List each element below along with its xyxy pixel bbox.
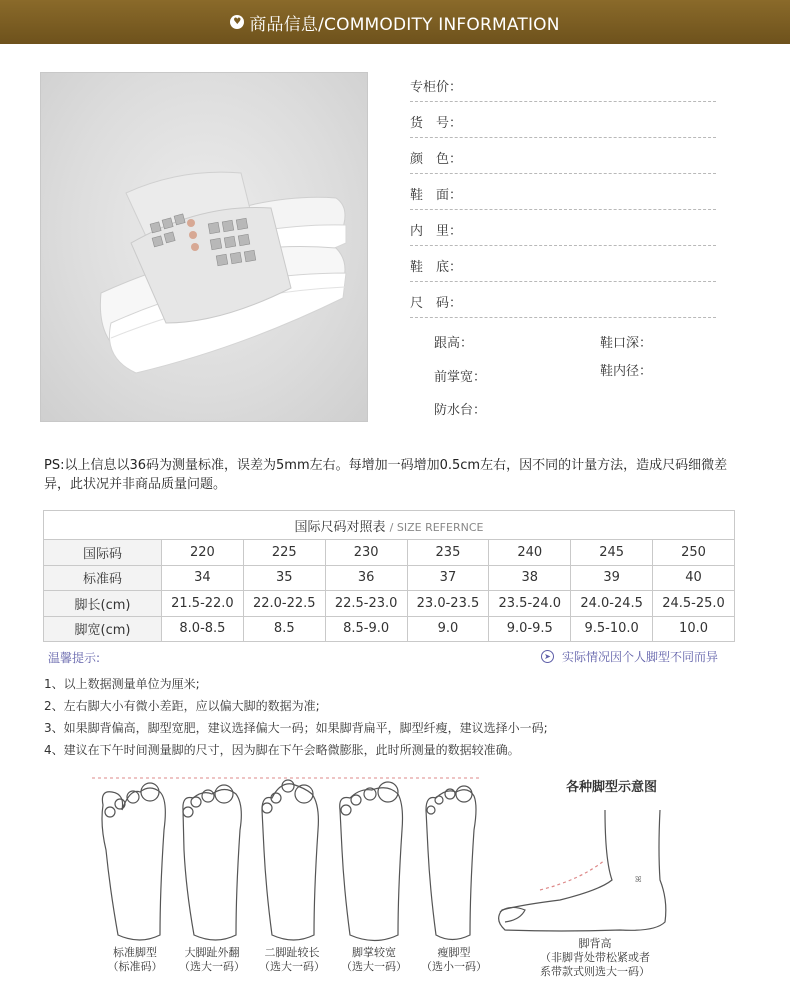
list-item: 2、左右脚大小有微小差距，应以偏大脚的数据为准; bbox=[44, 699, 320, 713]
opening-depth-label: 鞋口深： bbox=[600, 336, 653, 351]
info-row-sku: 货 号： bbox=[410, 102, 716, 138]
size-table-caption: 国际尺码对照表 / SIZE REFERNCE bbox=[44, 511, 735, 540]
ps-note: PS:以上信息以36码为测量标准，误差为5mm左右。每增加一码增加0.5cm左右，因不同的计量方法，造成尺码细微差异，此状况并非商品质量问题。 bbox=[44, 458, 728, 492]
arrow-right-icon: ➤ bbox=[541, 650, 554, 663]
tips-title: 温馨提示: bbox=[48, 651, 101, 665]
info-row-size: 尺 码： bbox=[410, 282, 716, 318]
size-table bbox=[43, 510, 735, 642]
list-item: 4、建议在下午时间测量脚的尺寸，因为脚在下午会略微膨胀，此时所测量的数据较准确。 bbox=[44, 743, 520, 757]
table-row: 脚长(cm) 21.5-22.0 22.0-22.5 22.5-23.0 23.0-23.5 23.5-24.0 24.0-24.5 24.5-25.0 bbox=[44, 591, 735, 617]
tips-list bbox=[44, 673, 548, 761]
foot-label-wide: 脚掌较宽 （选大一码） bbox=[341, 946, 407, 973]
info-row-lining: 内 里： bbox=[410, 210, 716, 246]
high-instep-label: 脚背高 （非脚背处带松紧或者 系带款式则选大一码） bbox=[540, 937, 650, 978]
table-row: 国际码 220 225 230 235 240 245 250 bbox=[44, 540, 735, 566]
tips-note: ➤ 实际情况因个人脚型不同而异 bbox=[541, 648, 718, 665]
info-row-upper: 鞋 面： bbox=[410, 174, 716, 210]
list-item: 3、如果脚背偏高，脚型宽肥，建议选择偏大一码；如果脚背扁平，脚型纤瘦，建议选择小一码; bbox=[44, 721, 548, 735]
header-banner bbox=[0, 0, 790, 44]
heel-height-label: 跟高： bbox=[434, 336, 474, 351]
info-row-sole: 鞋 底： bbox=[410, 246, 716, 282]
info-row-color: 颜 色： bbox=[410, 138, 716, 174]
svg-text:ꕤ: ꕤ bbox=[635, 875, 642, 884]
foot-label-standard: 标准脚型 （标准码） bbox=[107, 946, 163, 973]
heart-icon: ♥ bbox=[230, 15, 244, 29]
product-photo bbox=[40, 72, 368, 422]
product-info-list bbox=[410, 66, 716, 318]
sandal-illustration bbox=[41, 73, 369, 423]
platform-label: 防水台： bbox=[434, 403, 487, 418]
foot-types-title: 各种脚型示意图 bbox=[566, 780, 658, 795]
table-row: 脚宽(cm) 8.0-8.5 8.5 8.5-9.0 9.0 9.0-9.5 9.5-10.0 10.0 bbox=[44, 616, 735, 642]
table-row: 标准码 34 35 36 37 38 39 40 bbox=[44, 565, 735, 591]
foot-label-long-second-toe: 二脚趾较长 （选大一码） bbox=[259, 946, 325, 973]
header-title: 商品信息/COMMODITY INFORMATION bbox=[249, 14, 560, 35]
forefoot-width-label: 前掌宽： bbox=[434, 370, 487, 385]
info-row-price: 专柜价： bbox=[410, 66, 716, 102]
inner-diameter-label: 鞋内径： bbox=[600, 364, 653, 379]
list-item: 1、以上数据测量单位为厘米; bbox=[44, 677, 200, 691]
foot-label-slim: 瘦脚型 （选小一码） bbox=[421, 946, 487, 973]
foot-label-bunion: 大脚趾外翻 （选大一码） bbox=[179, 946, 245, 973]
